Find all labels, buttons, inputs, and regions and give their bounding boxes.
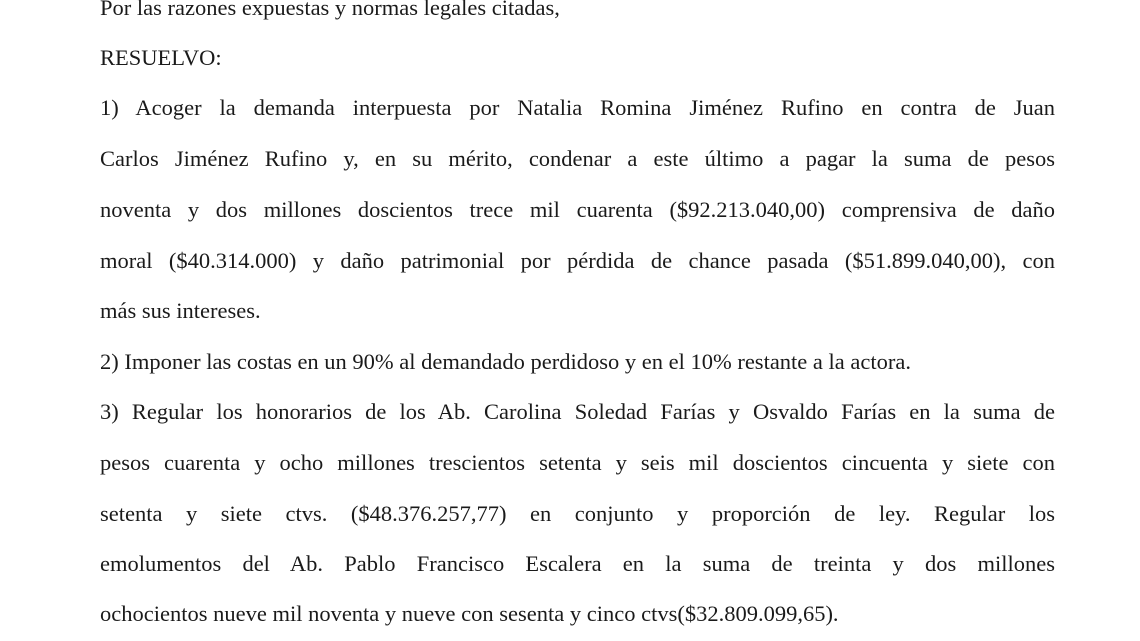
item1-line4: moral ($40.314.000) y daño patrimonial por pérdida de chance pasada ($51.899.040,00), con [100,248,1055,273]
item3-line2: pesos cuarenta y ocho millones trescientos setenta y seis mil doscientos cincuenta y siete con [100,450,1055,475]
item1-line1: 1) Acoger la demanda interpuesta por Natalia Romina Jiménez Rufino en contra de Juan [100,95,1055,120]
item1-line3: noventa y dos millones doscientos trece mil cuarenta ($92.213.040,00) comprensiva de daño [100,197,1055,222]
item2-line1: 2) Imponer las costas en un 90% al demandado perdidoso y en el 10% restante a la actora. [100,349,911,374]
item1-line5: más sus intereses. [100,298,261,323]
resolution-heading: RESUELVO: [100,45,222,70]
item3-line5: ochocientos nueve mil noventa y nueve con sesenta y cinco ctvs($32.809.099,65). [100,601,839,626]
item3-line3: setenta y siete ctvs. ($48.376.257,77) en conjunto y proporción de ley. Regular los [100,501,1055,526]
item3-line1: 3) Regular los honorarios de los Ab. Carolina Soledad Farías y Osvaldo Farías en la suma de [100,399,1055,424]
intro-line: Por las razones expuestas y normas legales citadas, [100,0,560,20]
item3-line4: emolumentos del Ab. Pablo Francisco Escalera en la suma de treinta y dos millones [100,551,1055,576]
item1-line2: Carlos Jiménez Rufino y, en su mérito, condenar a este último a pagar la suma de pesos [100,146,1055,171]
